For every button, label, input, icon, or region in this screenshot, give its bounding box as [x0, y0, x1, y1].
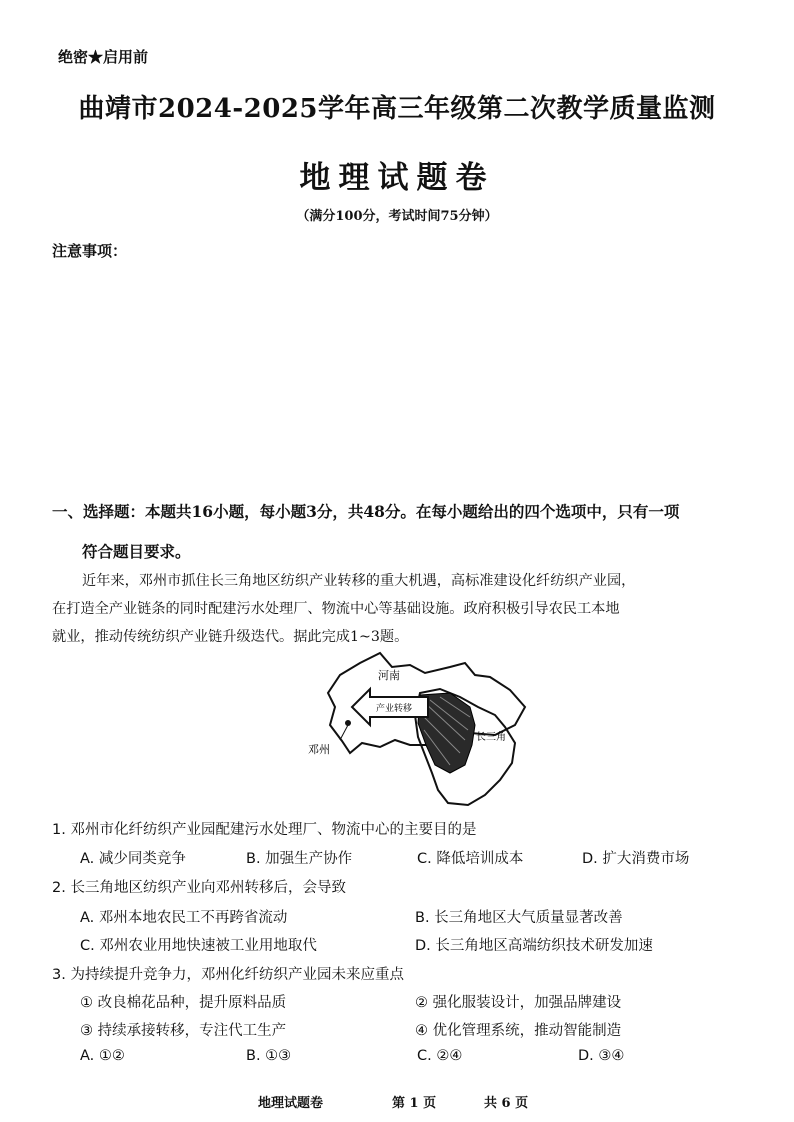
footer-subject: 地理试题卷 — [258, 1096, 324, 1111]
q3-statement-2: ② 强化服装设计，加强品牌建设 — [415, 995, 622, 1011]
section-heading-cont: 符合题目要求。 — [82, 542, 191, 561]
section-heading: 一、选择题：本题共16小题，每小题3分，共48分。在每小题给出的四个选项中，只有一项 — [52, 502, 680, 521]
label-henan: 河南 — [378, 669, 400, 682]
score-info: （满分100分，考试时间75分钟） — [296, 209, 498, 224]
q3-option-d: D. ③④ — [578, 1048, 625, 1064]
question-1-stem: 1. 邓州市化纤纺织产业园配建污水处理厂、物流中心的主要目的是 — [52, 822, 477, 838]
q2-option-d: D. 长三角地区高端纺织技术研发加速 — [415, 938, 653, 954]
notice-label: 注意事项： — [52, 242, 128, 260]
q3-statement-4: ④ 优化管理系统，推动智能制造 — [415, 1023, 622, 1039]
exam-title: 曲靖市2024-2025学年高三年级第二次教学质量监测 — [78, 94, 716, 124]
q3-option-c: C. ②④ — [417, 1048, 463, 1064]
footer-total: 共 6 页 — [484, 1096, 529, 1111]
q2-option-b: B. 长三角地区大气质量显著改善 — [415, 910, 623, 926]
q2-option-a: A. 邓州本地农民工不再跨省流动 — [80, 910, 288, 926]
passage-line-2: 在打造全产业链条的同时配建污水处理厂、物流中心等基础设施。政府积极引导农民工本地 — [52, 601, 620, 617]
label-transfer: 产业转移 — [376, 704, 413, 714]
q3-option-b: B. ①③ — [246, 1048, 292, 1064]
q3-option-a: A. ①② — [80, 1048, 125, 1064]
q2-option-c: C. 邓州农业用地快速被工业用地取代 — [80, 938, 317, 954]
question-3-stem: 3. 为持续提升竞争力，邓州化纤纺织产业园未来应重点 — [52, 967, 404, 983]
q3-statement-3: ③ 持续承接转移，专注代工生产 — [80, 1023, 287, 1039]
q3-statement-1: ① 改良棉花品种，提升原料品质 — [80, 995, 287, 1011]
passage-line-3: 就业，推动传统纺织产业链升级迭代。据此完成1~3题。 — [52, 629, 409, 645]
passage-line-1: 近年来，邓州市抓住长三角地区纺织产业转移的重大机遇，高标准建设化纤纺织产业园， — [82, 573, 636, 589]
q1-option-b: B. 加强生产协作 — [246, 851, 353, 867]
dengzhou-leader — [340, 725, 348, 740]
question-2-stem: 2. 长三角地区纺织产业向邓州转移后，会导致 — [52, 880, 346, 896]
label-dengzhou: 邓州 — [308, 743, 330, 756]
industry-transfer-map — [300, 645, 545, 810]
label-yrd: 长三角 — [476, 732, 506, 743]
q1-option-c: C. 降低培训成本 — [417, 851, 524, 867]
confidential-mark: 绝密★启用前 — [58, 48, 149, 66]
q1-option-a: A. 减少同类竞争 — [80, 851, 186, 867]
footer-page: 第 1 页 — [392, 1096, 437, 1111]
q1-option-d: D. 扩大消费市场 — [582, 851, 690, 867]
subject-title: 地理试题卷 — [299, 160, 495, 196]
